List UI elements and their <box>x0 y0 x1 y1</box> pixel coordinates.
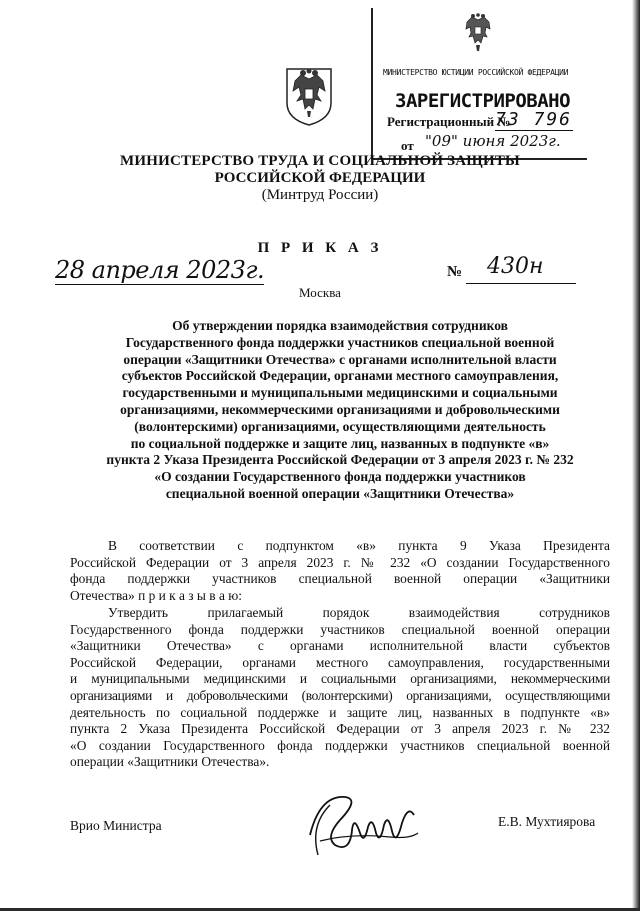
order-city: Москва <box>299 285 341 300</box>
paragraph-line: организациями и добровольческими (волонтерскими) организациями, осуществляющими <box>70 687 610 703</box>
order-date: 28 апреля 2023г. <box>55 256 265 284</box>
document-type: П Р И К А З <box>257 240 383 256</box>
order-number-label: № <box>447 264 463 280</box>
signer-name: Е.В. Мухтиярова <box>498 814 596 829</box>
state-emblem-icon <box>283 65 335 127</box>
paragraph-line: «Защитники Отечества» с органами исполнительной власти субъектов <box>70 638 610 654</box>
title-line: Государственного фонда поддержки участников специальной военной <box>125 334 555 350</box>
paragraph-line: «О создании Государственного фонда поддержки участников специальной военной <box>70 737 610 753</box>
paragraph-line: Российской Федерации, органами местного самоуправления, государственными <box>70 654 610 670</box>
title-line: субъектов Российской Федерации, органами местного самоуправления, <box>121 368 559 384</box>
paragraph-line: Российской Федерации от 3 апреля 2023 г. № 232 «О создании Государственного <box>70 554 610 570</box>
title-line: по социальной поддержке и защите лиц, названных в подпункте «в» <box>130 435 550 451</box>
ministry-short-name: (Минтруд России) <box>261 187 379 203</box>
paragraph-line: деятельность по социальной поддержке и защите лиц, названных в подпункте «в» <box>70 704 610 720</box>
stamp-ministry: МИНИСТЕРСТВО ЮСТИЦИИ РОССИЙСКОЙ ФЕДЕРАЦИИ <box>383 68 569 77</box>
paragraph-line: и муниципальными медицинскими и социальными организациями, некоммерческими <box>70 671 610 687</box>
title-line: «О создании Государственного фонда поддержки участников <box>154 469 526 485</box>
stamp-date: "09" июня 2023г. <box>425 132 561 150</box>
title-line: специальной военной операции «Защитники Отечества» <box>165 485 515 501</box>
paragraph-preamble <box>70 538 610 604</box>
signer-role: Врио Министра <box>70 818 162 833</box>
title-line: государственными и муниципальными медицинскими и социальными <box>122 385 558 401</box>
paragraph-line: фонда поддержки участников специальной военной операции «Защитники <box>70 571 610 587</box>
paragraph-order <box>70 605 610 771</box>
title-line: операции «Защитники Отечества» с органами исполнительной власти <box>123 351 557 367</box>
paragraph-line: пункта 2 Указа Президента Российской Федерации от 3 апреля 2023 г. № 232 <box>70 721 610 737</box>
document-title <box>70 318 610 503</box>
paragraph-line: В соответствии с подпунктом «в» пункта 9 Указа Президента <box>108 538 610 553</box>
ministry-name-line2: РОССИЙСКОЙ ФЕДЕРАЦИИ <box>214 170 426 186</box>
order-number-underline <box>466 283 576 284</box>
order-number: 430н <box>487 254 544 279</box>
stamp-date-prefix: от <box>401 138 414 153</box>
paragraph-line: Утвердить прилагаемый порядок взаимодействия сотрудников <box>108 605 610 620</box>
handwritten-signature <box>290 775 430 875</box>
title-line: Об утверждении порядка взаимодействия сотрудников <box>172 318 508 333</box>
registration-stamp <box>371 8 587 160</box>
title-line: организациями, некоммерческими организациями и добровольческими <box>120 401 560 417</box>
title-line: (волонтерскими) организациями, осуществляющими деятельность <box>134 418 546 434</box>
stamp-status: ЗАРЕГИСТРИРОВАНО <box>395 90 571 112</box>
title-line: пункта 2 Указа Президента Российской Федерации от 3 апреля 2023 г. № 232 <box>106 452 574 468</box>
stamp-reg-label: Регистрационный № <box>387 114 511 129</box>
scan-edge <box>632 0 640 911</box>
ministry-name-line1: МИНИСТЕРСТВО ТРУДА И СОЦИАЛЬНОЙ ЗАЩИТЫ <box>120 153 520 169</box>
stamp-emblem-icon <box>461 12 495 54</box>
paragraph-line: Государственного фонда поддержки участников специальной военной операции <box>70 621 610 637</box>
paragraph-line: Отечества» п р и к а з ы в а ю: <box>70 587 242 603</box>
paragraph-line: операции «Защитники Отечества». <box>70 754 270 770</box>
stamp-reg-number: 73 796 <box>495 109 573 130</box>
